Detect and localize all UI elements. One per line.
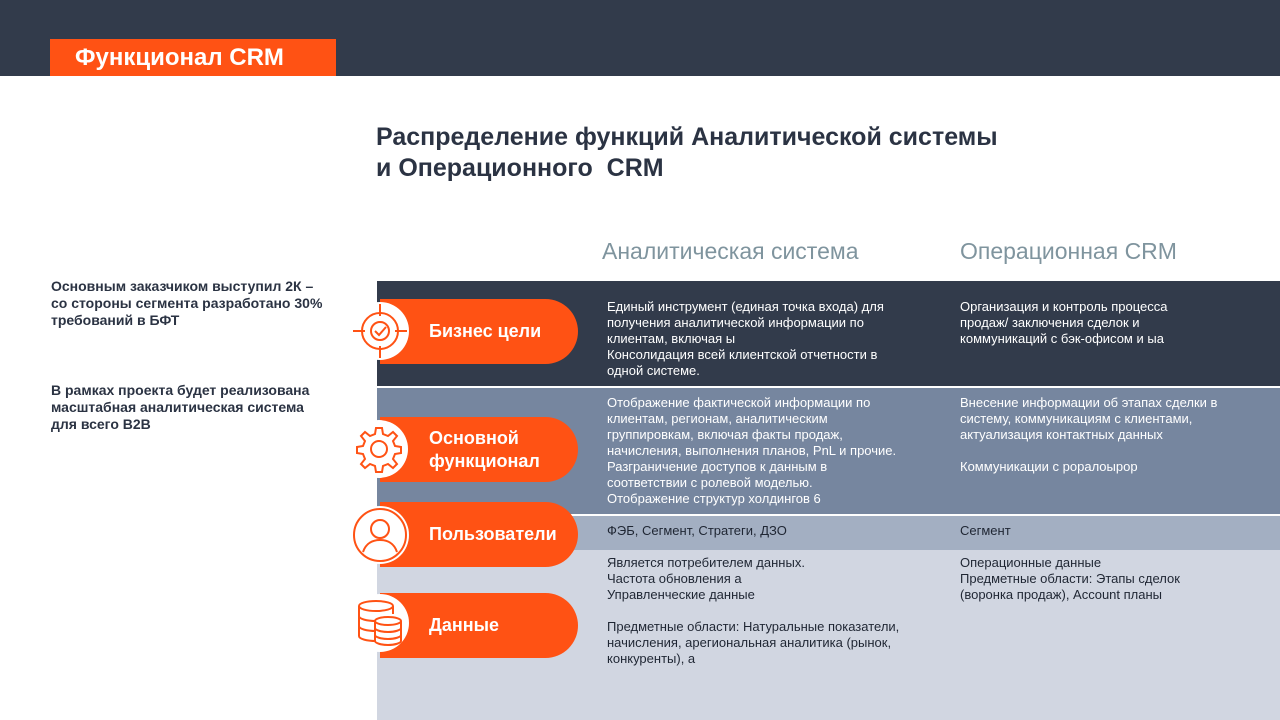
column-header-operational: Операционная CRM [960,238,1177,264]
cell-main-functions-operational: Внесение информации об этапах сделки в систему, коммуникациям с клиентами, актуализация контактных данных Коммуникации с роралоырор [960,395,1218,474]
cell-users-analytic: ФЭБ, Сегмент, Стратеги, ДЗО [607,523,787,538]
row-label-users: Пользователи [380,502,578,567]
note-customer: Основным заказчиком выступил 2К – со стороны сегмента разработано 30% требований в БФТ [51,278,323,328]
target-icon [351,302,409,360]
cell-business-goals-analytic: Единый инструмент (единая точка входа) для получения аналитической информации по клиентам, включая ы Консолидация всей клиентской отчетности в одной системе. [607,299,884,378]
row-label-data: Данные [380,593,578,658]
cell-main-functions-analytic: Отображение фактической информации по клиентам, регионам, аналитическим группировкам, включая факты продаж, начисления, выполнения планов, PnL и прочие. Разграничение доступов к данным в соответствии с ролевой моделью. Отображение структур холдингов 6 [607,395,897,506]
column-header-analytic: Аналитическая система [602,238,859,264]
note-scope: В рамках проекта будет реализована масштабная аналитическая система для всего B2B [51,382,310,432]
cell-business-goals-operational: Организация и контроль процесса продаж/ заключения сделок и коммуникаций с бэк-офисом и ыа [960,299,1168,346]
cell-data-operational: Операционные данные Предметные области: Этапы сделок (воронка продаж), Account планы [960,555,1180,602]
page-title-tag: Функционал CRM [50,39,336,76]
row-label-main-functions: Основной функционал [380,417,578,482]
cell-data-analytic: Является потребителем данных. Частота обновления а Управленческие данные Предметные области: Натуральные показатели, начисления, арегиональная аналитика (рынок, конкуренты), а [607,555,900,666]
slide-heading [376,122,1076,184]
heading-line-1: Распределение функций Аналитической системы [376,123,998,151]
heading-line-2: и Операционного CRM [376,154,664,182]
database-icon [351,594,409,652]
row-label-business-goals: Бизнес цели [380,299,578,364]
cell-users-operational: Сегмент [960,523,1011,538]
gear-icon [350,420,408,478]
user-icon [351,506,409,564]
